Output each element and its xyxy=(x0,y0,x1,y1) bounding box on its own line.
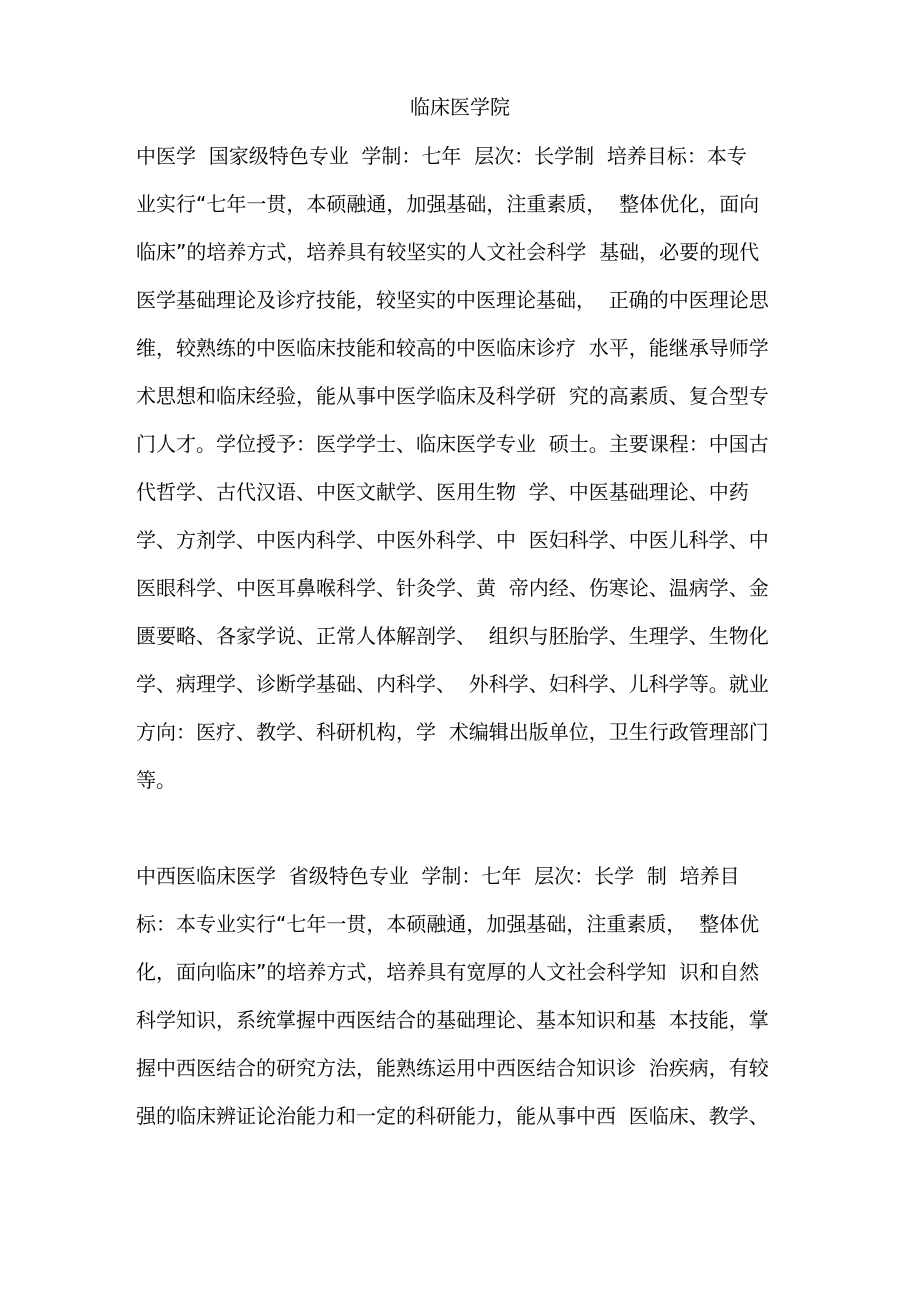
paragraph-line: 学、方剂学、中医内科学、中医外科学、中 医妇科学、中医儿科学、中 xyxy=(136,528,769,552)
paragraph-line: 代哲学、古代汉语、中医文献学、医用生物 学、中医基础理论、中药 xyxy=(136,480,749,504)
paragraph-line: 中西医临床医学 省级特色专业 学制：七年 层次：长学 制 培养目 xyxy=(136,864,740,888)
paragraph-line: 临床”的培养方式，培养具有较坚实的人文社会科学 基础，必要的现代 xyxy=(136,240,760,264)
paragraph-line: 医眼科学、中医耳鼻喉科学、针灸学、黄 帝内经、伤寒论、温病学、金 xyxy=(136,576,769,600)
paragraph-line: 握中西医结合的研究方法，能熟练运用中西医结合知识诊 治疾病，有较 xyxy=(136,1056,769,1080)
paragraph-line: 维，较熟练的中医临床技能和较高的中医临床诊疗 水平，能继承导师学 xyxy=(136,336,769,360)
paragraph-line: 标：本专业实行“七年一贯，本硕融通，加强基础，注重素质， 整体优 xyxy=(136,912,760,936)
paragraph-line: 门人才。学位授予：医学学士、临床医学专业 硕士。主要课程：中国古 xyxy=(136,432,769,456)
paragraph-line: 化，面向临床”的培养方式，培养具有宽厚的人文社会科学知 识和自然 xyxy=(136,960,760,984)
major-section-integrated-medicine xyxy=(136,852,796,1140)
paragraph-line: 强的临床辨证论治能力和一定的科研能力，能从事中西 医临床、教学、 xyxy=(136,1104,769,1128)
paragraph-line: 学、病理学、诊断学基础、内科学、 外科学、妇科学、儿科学等。就业 xyxy=(136,672,769,696)
page-title: 临床医学院 xyxy=(410,95,510,119)
paragraph-line: 业实行“七年一贯，本硕融通，加强基础，注重素质， 整体优化，面向 xyxy=(136,192,760,216)
major-section-tcm xyxy=(136,132,796,804)
paragraph-line: 方向：医疗、教学、科研机构，学 术编辑出版单位，卫生行政管理部门 xyxy=(136,720,769,744)
paragraph-line: 术思想和临床经验，能从事中医学临床及科学研 究的高素质、复合型专 xyxy=(136,384,769,408)
paragraph-line: 科学知识，系统掌握中西医结合的基础理论、基本知识和基 本技能，掌 xyxy=(136,1008,769,1032)
paragraph-line: 等。 xyxy=(136,768,176,792)
paragraph-line: 中医学 国家级特色专业 学制：七年 层次：长学制 培养目标：本专 xyxy=(136,144,747,168)
paragraph-line: 匮要略、各家学说、正常人体解剖学、 组织与胚胎学、生理学、生物化 xyxy=(136,624,769,648)
paragraph-line: 医学基础理论及诊疗技能，较坚实的中医理论基础， 正确的中医理论思 xyxy=(136,288,769,312)
